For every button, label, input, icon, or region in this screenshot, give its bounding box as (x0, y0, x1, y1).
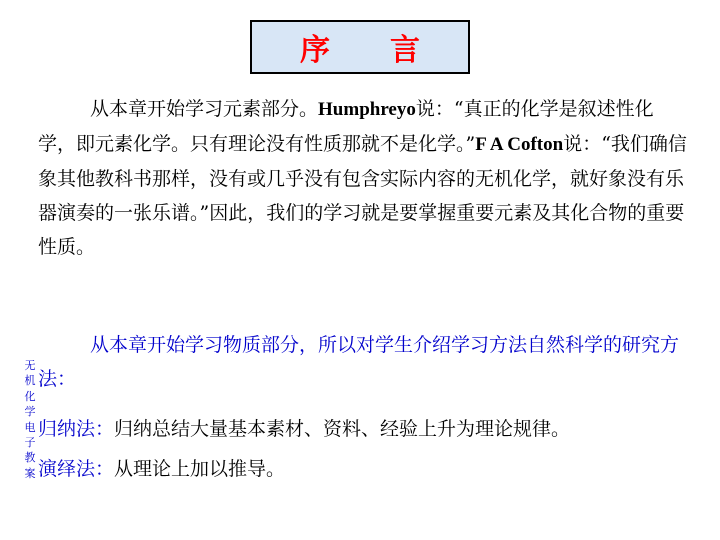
method-induction-label: 归纳法： (38, 418, 115, 440)
method-deduction-label: 演绎法： (38, 458, 115, 480)
method-induction-text: 归纳总结大量基本素材、资料、经验上升为理论规律。 (114, 418, 571, 440)
method-deduction (38, 452, 718, 486)
quoted-author-2: F A Cofton (475, 134, 564, 155)
intro-part-3: 说：“我们确信象其他教科书那样，没有或几乎没有包含实际内容的无机化学，就好象没有乐器演奏的一张乐谱。”因此，我们的学习就是要掌握重要元素及其化合物的重要性质。 (38, 133, 687, 258)
quoted-author-1: Humphreyo (318, 99, 416, 120)
title-box (250, 20, 470, 74)
intro-part-2: 说：“真正的化学是叙述性化学，即元素化学。只有理论没有性质那就不是化学。” (38, 98, 654, 155)
method-intro-paragraph: 从本章开始学习物质部分，所以对学生介绍学习方法自然科学的研究方法： (38, 334, 680, 390)
slide-title: 序 言 (300, 33, 420, 68)
side-vertical-label: 无机化学电子教案 (24, 359, 36, 480)
method-induction (38, 412, 718, 446)
method-deduction-text: 从理论上加以推导。 (114, 458, 286, 480)
intro-part-1: 从本章开始学习元素部分。 (90, 98, 319, 120)
intro-paragraph (38, 92, 688, 264)
